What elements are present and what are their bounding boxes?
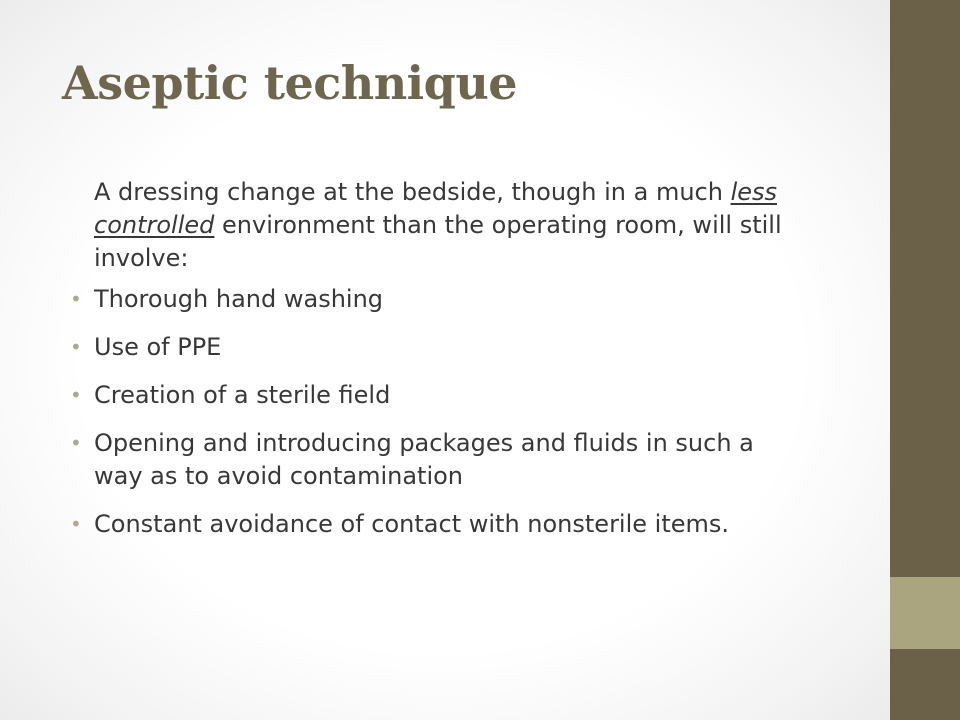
- slide-title: Aseptic technique: [62, 56, 518, 110]
- intro-emphasis: less controlled: [94, 178, 778, 239]
- bullet-item: [70, 427, 790, 493]
- bullet-dot-icon: •: [70, 335, 82, 359]
- intro-paragraph: [70, 176, 790, 275]
- intro-text-before: A dressing change at the bedside, though in a much: [94, 178, 731, 206]
- bullet-text: Opening and introducing packages and fluids in such a way as to avoid contamination: [94, 429, 754, 490]
- bullet-dot-icon: •: [70, 287, 82, 311]
- sidebar-accent-block: [890, 577, 960, 649]
- bullet-item: [70, 283, 790, 316]
- bullet-text: Constant avoidance of contact with nonsterile items.: [94, 510, 730, 538]
- bullet-item: [70, 331, 790, 364]
- slide-body: [70, 176, 790, 556]
- bullet-item: [70, 508, 790, 541]
- bullet-list: [70, 283, 790, 541]
- intro-text-after: environment than the operating room, will still involve:: [94, 211, 782, 272]
- bullet-dot-icon: •: [70, 383, 82, 407]
- bullet-dot-icon: •: [70, 431, 82, 455]
- bullet-text: Use of PPE: [94, 333, 222, 361]
- bullet-item: [70, 379, 790, 412]
- bullet-text: Thorough hand washing: [94, 285, 384, 313]
- bullet-dot-icon: •: [70, 512, 82, 536]
- bullet-text: Creation of a sterile field: [94, 381, 391, 409]
